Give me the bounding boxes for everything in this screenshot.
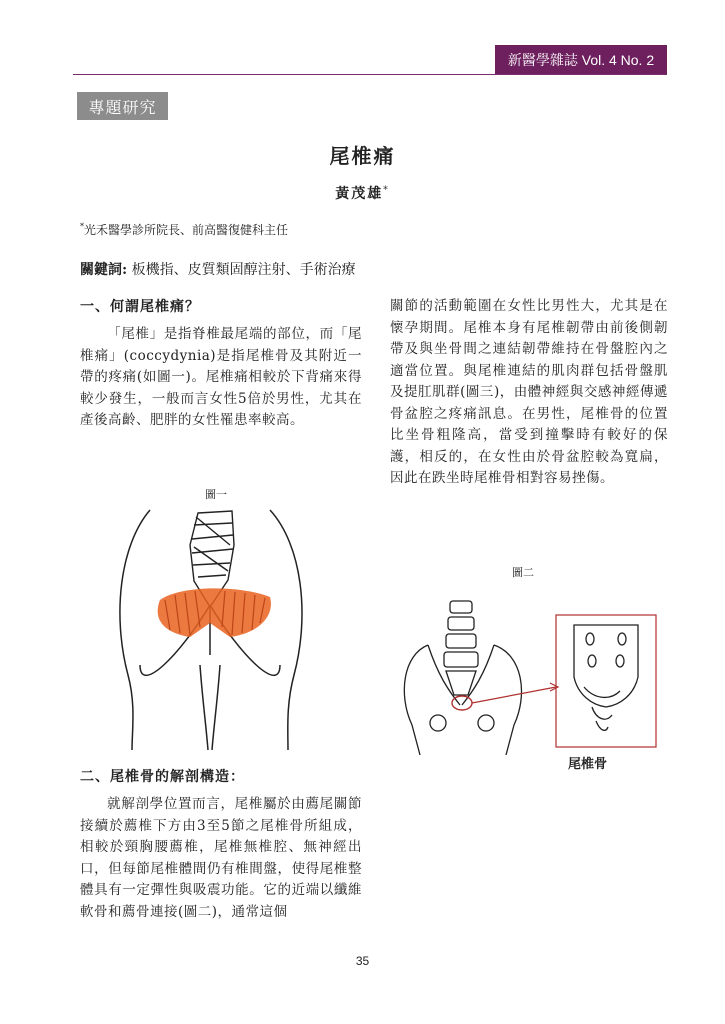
- keywords: [80, 259, 356, 279]
- figure2-caption: 圖二: [512, 566, 534, 579]
- section-tag: 專題研究: [77, 92, 168, 120]
- keywords-label: 關鍵詞:: [80, 262, 128, 278]
- page-number: 35: [355, 954, 370, 968]
- section2-paragraph: [80, 794, 362, 923]
- keywords-text: 板機指、皮質類固醇注射、手術治療: [127, 262, 356, 278]
- header-rule: [73, 74, 667, 75]
- pointer-arrow: [472, 687, 556, 703]
- pelvis-outline: [404, 601, 521, 755]
- journal-header: 新醫學雜誌 Vol. 4 No. 2: [495, 45, 667, 75]
- article-title: 尾椎痛: [329, 144, 396, 168]
- affiliation-mark: *: [80, 222, 84, 231]
- author-mark: *: [383, 185, 390, 196]
- zoom-box: [556, 615, 656, 747]
- buttocks-outline: [120, 510, 302, 750]
- figure2-label: 尾椎骨: [568, 757, 608, 772]
- figure1-caption: 圖一: [205, 488, 227, 501]
- figure1-illustration: [110, 505, 310, 755]
- section1-paragraph: [80, 324, 362, 432]
- sacrum-zoom: [574, 625, 638, 730]
- coccyx-highlight: [452, 696, 472, 710]
- affiliation-text: 光禾醫學診所院長、前高醫復健科主任: [84, 223, 289, 237]
- section1-text: 「尾椎」是指脊椎最尾端的部位，而「尾椎痛」(coccydynia)是指尾椎骨及其附近一帶的疼痛(如圖一)。尾椎痛相較於下背痛來得較少發生，一般而言女性5倍於男性，尤其在產後高齡、肥胖的女性罹患率較高。: [80, 326, 362, 428]
- article-author: [0, 183, 725, 203]
- affiliation: [80, 221, 288, 238]
- author-name: 黃茂雄: [335, 186, 384, 202]
- section1-heading: 一、何謂尾椎痛？: [80, 299, 200, 315]
- section2-heading: 二、尾椎骨的解剖構造：: [80, 769, 245, 785]
- section2-text: 就解剖學位置而言，尾椎屬於由薦尾關節接續於薦椎下方由3至5節之尾椎骨所組成，相較於頸胸腰薦椎，尾椎無椎腔、無神經出口，但每節尾椎體間仍有椎間盤，使得尾椎整體具有一定彈性與吸震功能。它的近端以纖維軟骨和薦骨連接(圖二)，通常這個: [80, 796, 362, 920]
- figure2-illustration: [398, 595, 668, 755]
- right-column-paragraph: 關節的活動範圍在女性比男性大，尤其是在懷孕期間。尾椎本身有尾椎韌帶由前後側韌帶及與坐骨間之連結韌帶維持在骨盤腔內之適當位置。與尾椎連結的肌肉群包括骨盤肌及提肛肌群(圖三)，由體神經與交感神經傳遞骨盆腔之疼痛訊息。在男性，尾椎骨的位置比坐骨粗隆高，當受到撞擊時有較好的保護，相反的，在女性由於骨盆腔較為寬扁，因此在跌坐時尾椎骨相對容易挫傷。: [390, 298, 668, 486]
